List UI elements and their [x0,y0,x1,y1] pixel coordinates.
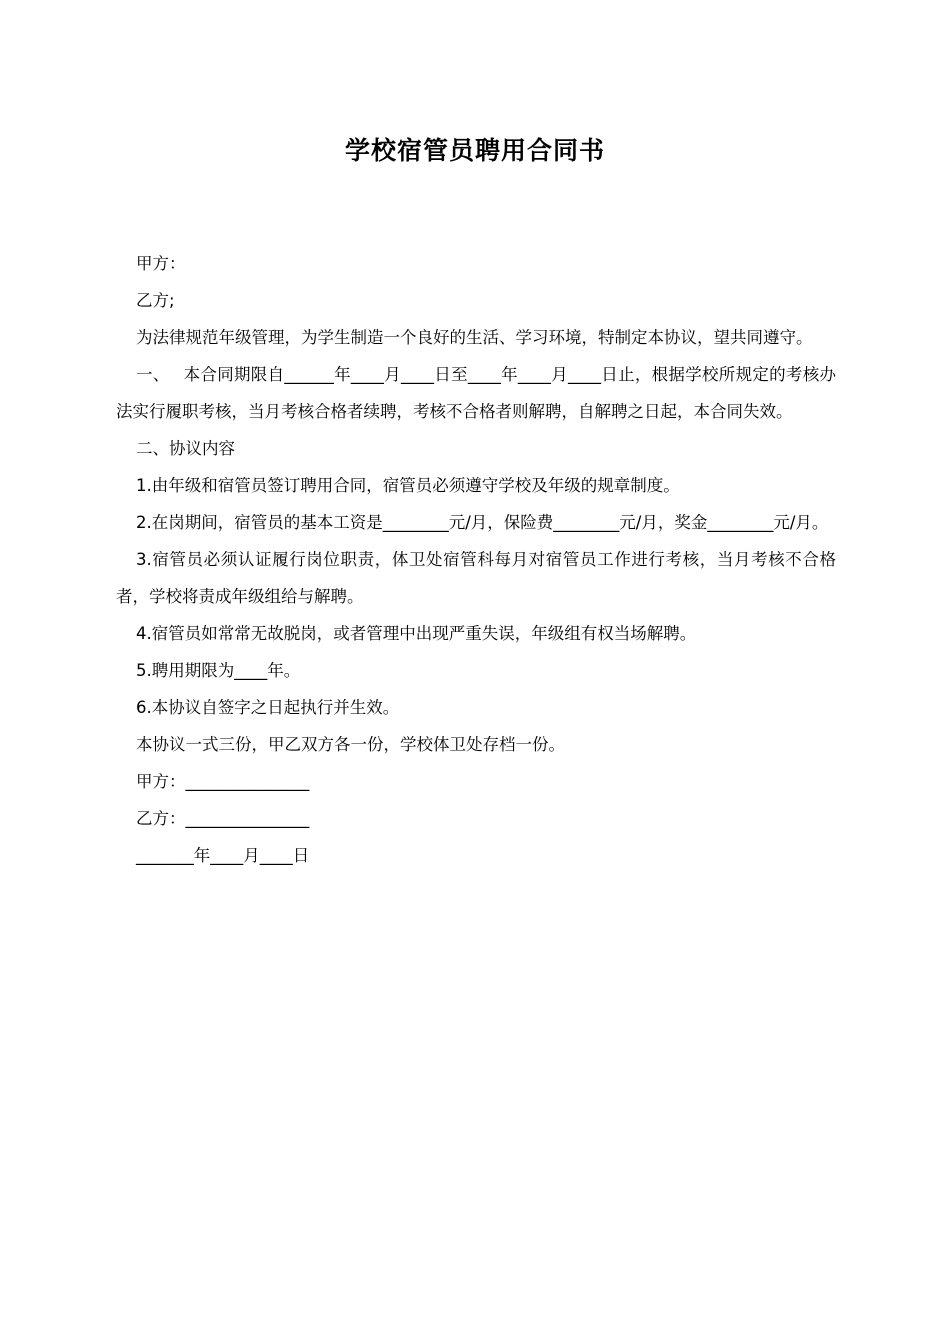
agreement-item-2: 2.在岗期间，宿管员的基本工资是________元/月，保险费________元/月，奖金________元/月。 [136,513,829,532]
document-body [116,245,836,874]
signature-party-b: 乙方：_______________ [136,809,310,828]
party-b-line: 乙方; [136,291,175,310]
copies-note: 本协议一式三份，甲乙双方各一份，学校体卫处存档一份。 [136,735,565,754]
agreement-item-3: 3.宿管员必须认证履行岗位职责，体卫处宿管科每月对宿管员工作进行考核，当月考核不合格者，学校将责成年级组给与解聘。 [116,550,836,606]
signature-date: _______年____月____日 [136,846,310,865]
agreement-item-1: 1.由年级和宿管员签订聘用合同，宿管员必须遵守学校及年级的规章制度。 [136,476,680,495]
agreement-item-6: 6.本协议自签字之日起执行并生效。 [136,698,400,717]
section-two-heading: 二、协议内容 [136,439,235,458]
signature-party-a: 甲方：_______________ [136,772,310,791]
agreement-item-5: 5.聘用期限为____年。 [136,661,301,680]
agreement-item-4: 4.宿管员如常常无故脱岗，或者管理中出现严重失误，年级组有权当场解聘。 [136,624,697,643]
preamble-paragraph: 为法律规范年级管理，为学生制造一个良好的生活、学习环境，特制定本协议，望共同遵守。 [136,328,813,347]
clause-one-paragraph: 一、 本合同期限自______年____月____日至____年____月____日止，根据学校所规定的考核办法实行履职考核，当月考核合格者续聘，考核不合格者则解聘，自解聘之日起，本合同失效。 [116,365,836,421]
document-title: 学校宿管员聘用合同书 [344,136,605,165]
party-a-line: 甲方： [136,254,186,273]
